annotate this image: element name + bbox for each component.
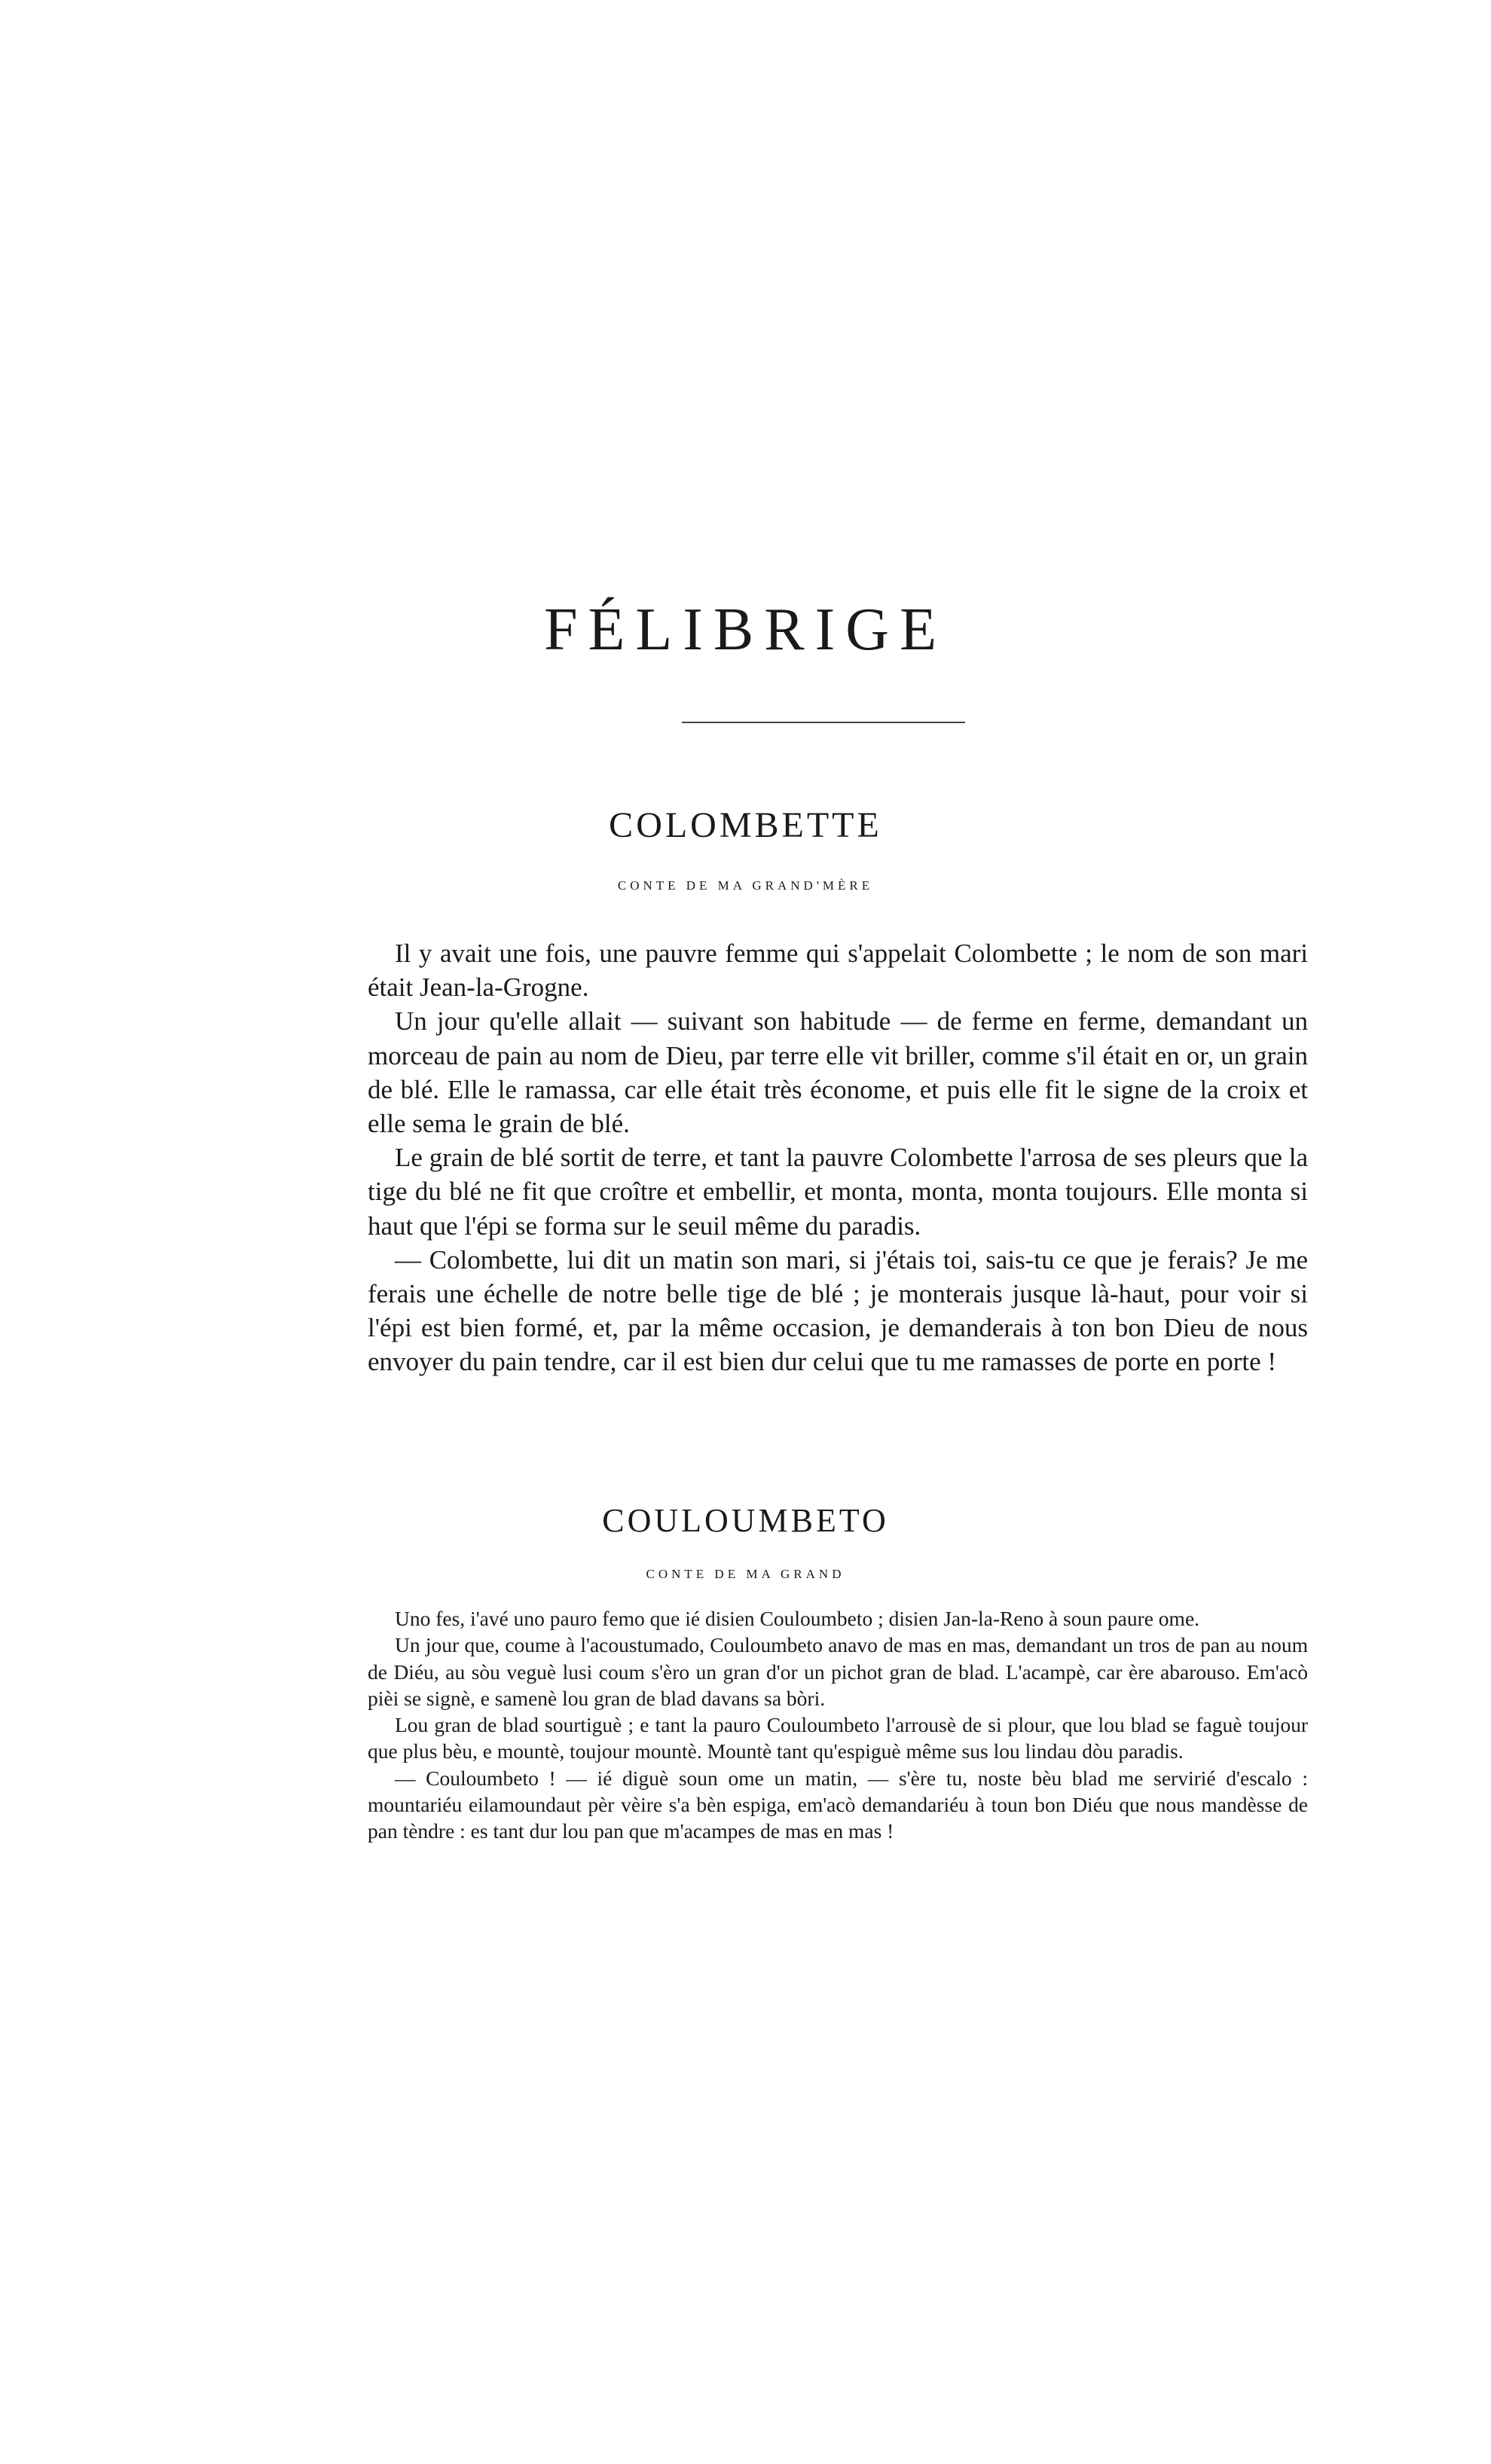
paragraph: Il y avait une fois, une pauvre femme qui s'appelait Colombette ; le nom de son mari était Jean-la-Grogne. [368,939,1308,1003]
paragraph: — Colombette, lui dit un matin son mari, si j'étais toi, sais-tu ce que je ferais? Je me ferais une échelle de notre belle tige de blé ; je monterais jusque là-haut, pour voir si l'épi est bien formé, et, par la même occasion, je demanderais à ton bon Dieu de nous envoyer du pain tendre, car il est bien dur celui que tu me ramasses de porte en porte ! [368,1244,1308,1377]
french-story-subtitle: CONTE DE MA GRAND'MÈRE [617,878,874,893]
paragraph: Un jour qu'elle allait — suivant son habitude — de ferme en ferme, demandant un morceau de pain au nom de Dieu, par terre elle vit briller, comme s'il était en or, un grain de blé. Elle le ramassa, car elle était très économe, et puis elle fit le signe de la croix et elle sema le grain de blé. [368,1006,1308,1139]
french-story-title: COLOMBETTE [609,805,882,845]
paragraph: — Couloumbeto ! — ié diguè soun ome un matin, — s'ère tu, noste bèu blad me servirié d'escalo : mountariéu eilamoundaut pèr vèire s'a bèn espiga, em'acò demandariéu à toun bon Diéu que nous mandèsse de pan tèndre : es tant dur lou pan que m'acampes de mas en mas ! [368,1766,1308,1843]
paragraph: Lou gran de blad sourtiguè ; e tant la pauro Couloumbeto l'arrousè de si plour, que lou blad se faguè toujour que plus bèu, e mountè, toujour mountè. Mountè tant qu'espiguè même sus lou lindau dòu paradis. [368,1713,1308,1763]
title-divider [682,722,965,723]
paragraph: Uno fes, i'avé uno pauro femo que ié disien Couloumbeto ; disien Jan-la-Reno à soun paure ome. [395,1607,1200,1630]
page-title: FÉLIBRIGE [544,597,947,663]
paragraph: Le grain de blé sortit de terre, et tant la pauvre Colombette l'arrosa de ses pleurs que la tige du blé ne fit que croître et embellir, et monta, monta, monta toujours. Elle monta si haut que l'épi se forma sur le seuil même du paradis. [368,1143,1308,1241]
provencal-story-title: COULOUMBETO [602,1502,889,1539]
provencal-story-subtitle: CONTE DE MA GRAND [646,1567,845,1581]
provencal-story-body [368,1605,1308,1845]
paragraph: Un jour que, coume à l'acoustumado, Couloumbeto anavo de mas en mas, demandant un tros de pan au noum de Diéu, au sòu veguè lusi coum s'èro un gran d'or un pichot gran de blad. L'acampè, car ère abarouso. Em'acò pièi se signè, e samenè lou gran de blad davans sa bòri. [368,1633,1308,1710]
french-story-body [368,936,1308,1379]
